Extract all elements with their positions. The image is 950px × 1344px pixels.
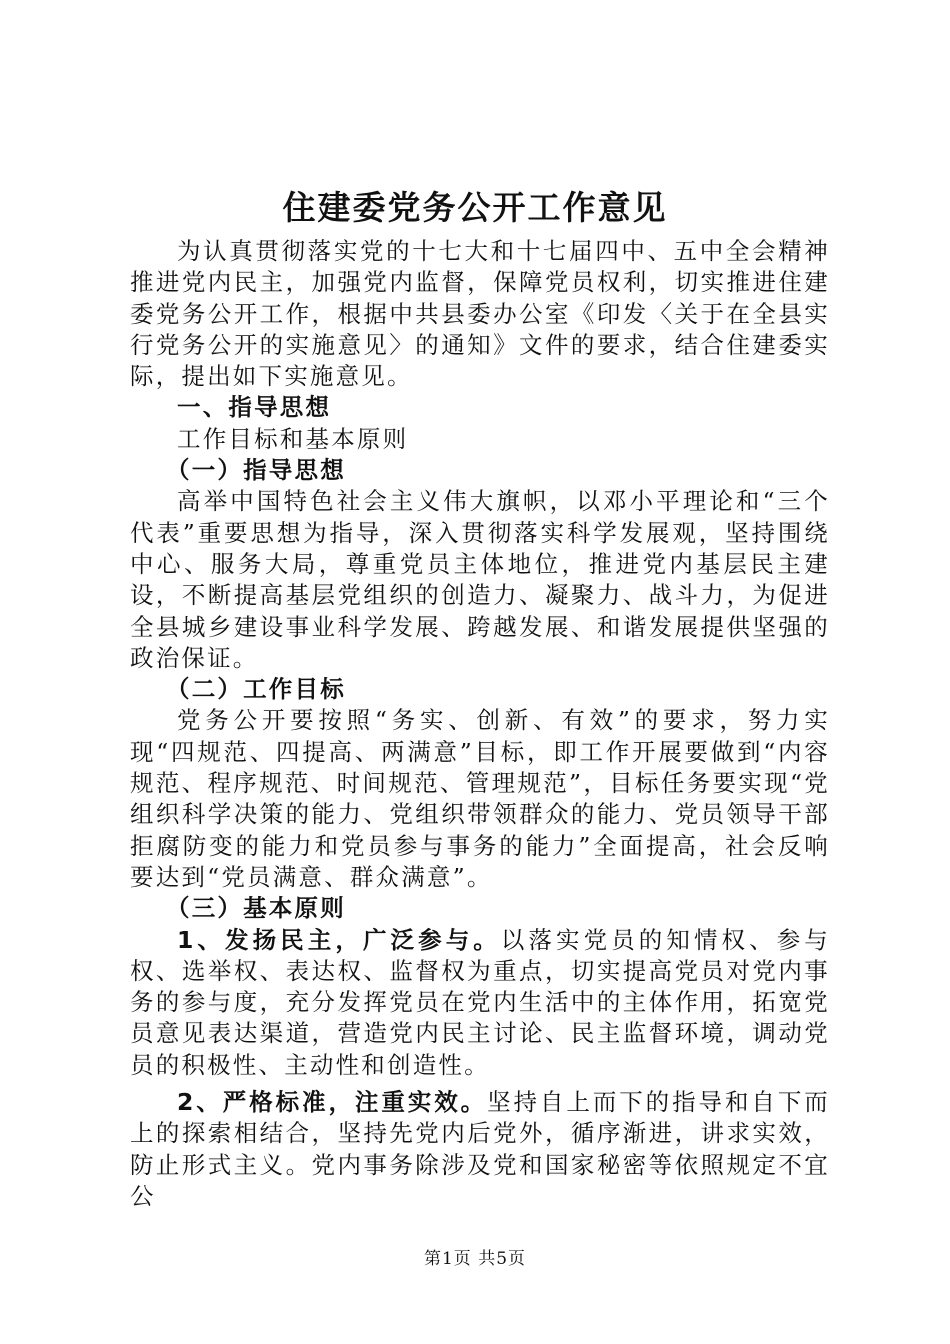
intro-paragraph: 为认真贯彻落实党的十七大和十七届四中、五中全会精神推进党内民主，加强党内监督，保障党员权利，切实推进住建委党务公开工作，根据中共县委办公室《印发〈关于在全县实行党务公开的实施意见〉的通知》文件的要求，结合住建委实际，提出如下实施意见。 xyxy=(130,237,830,391)
document-title: 住建委党务公开工作意见 xyxy=(282,188,668,227)
principle-1-lead: 1、发扬民主，广泛参与。 xyxy=(177,925,501,954)
goals-paragraph: 党务公开要按照“务实、创新、有效”的要求，努力实现“四规范、四提高、两满意”目标，即工作开展要做到“内容规范、程序规范、时间规范、管理规范”，目标任务要实现“党组织科学决策的能力、党组织带领群众的能力、党员领导干部拒腐防变的能力和党员参与事务的能力”全面提高，社会反响要达到“党员满意、群众满意”。 xyxy=(130,706,830,891)
section-subtitle: 工作目标和基本原则 xyxy=(177,424,409,453)
subsection-heading-guiding: （一）指导思想 xyxy=(166,456,346,485)
subsection-heading-goals: （二）工作目标 xyxy=(166,675,346,704)
guiding-paragraph: 高举中国特色社会主义伟大旗帜，以邓小平理论和“三个代表”重要思想为指导，深入贯彻落实科学发展观，坚持围绕中心、服务大局，尊重党员主体地位，推进党内基层民主建设，不断提高基层党组织的创造力、凝聚力、战斗力，为促进全县城乡建设事业科学发展、跨越发展、和谐发展提供坚强的政治保证。 xyxy=(130,487,830,672)
principle-2-text: 坚持自上而下的指导和自下而上的探索相结合，坚持先党内后党外，循序渐进，讲求实效，防止形式主义。党内事务除涉及党和国家秘密等依照规定不宜公 xyxy=(130,1088,830,1210)
principle-1-text: 以落实党员的知情权、参与权、选举权、表达权、监督权为重点，切实提高党员对党内事务的参与度，充分发挥党员在党内生活中的主体作用，拓宽党员意见表达渠道，营造党内民主讨论、民主监督环境，调动党员的积极性、主动性和创造性。 xyxy=(130,925,830,1079)
document-body xyxy=(130,236,830,1212)
principle-1-paragraph xyxy=(130,925,830,1081)
page-number: 第1页 共5页 xyxy=(423,1249,527,1269)
principle-2-paragraph xyxy=(130,1087,830,1212)
subsection-heading-principles: （三）基本原则 xyxy=(166,894,346,923)
principle-2-lead: 2、严格标准，注重实效。 xyxy=(177,1088,488,1117)
section-heading-guiding: 一、指导思想 xyxy=(177,393,332,422)
